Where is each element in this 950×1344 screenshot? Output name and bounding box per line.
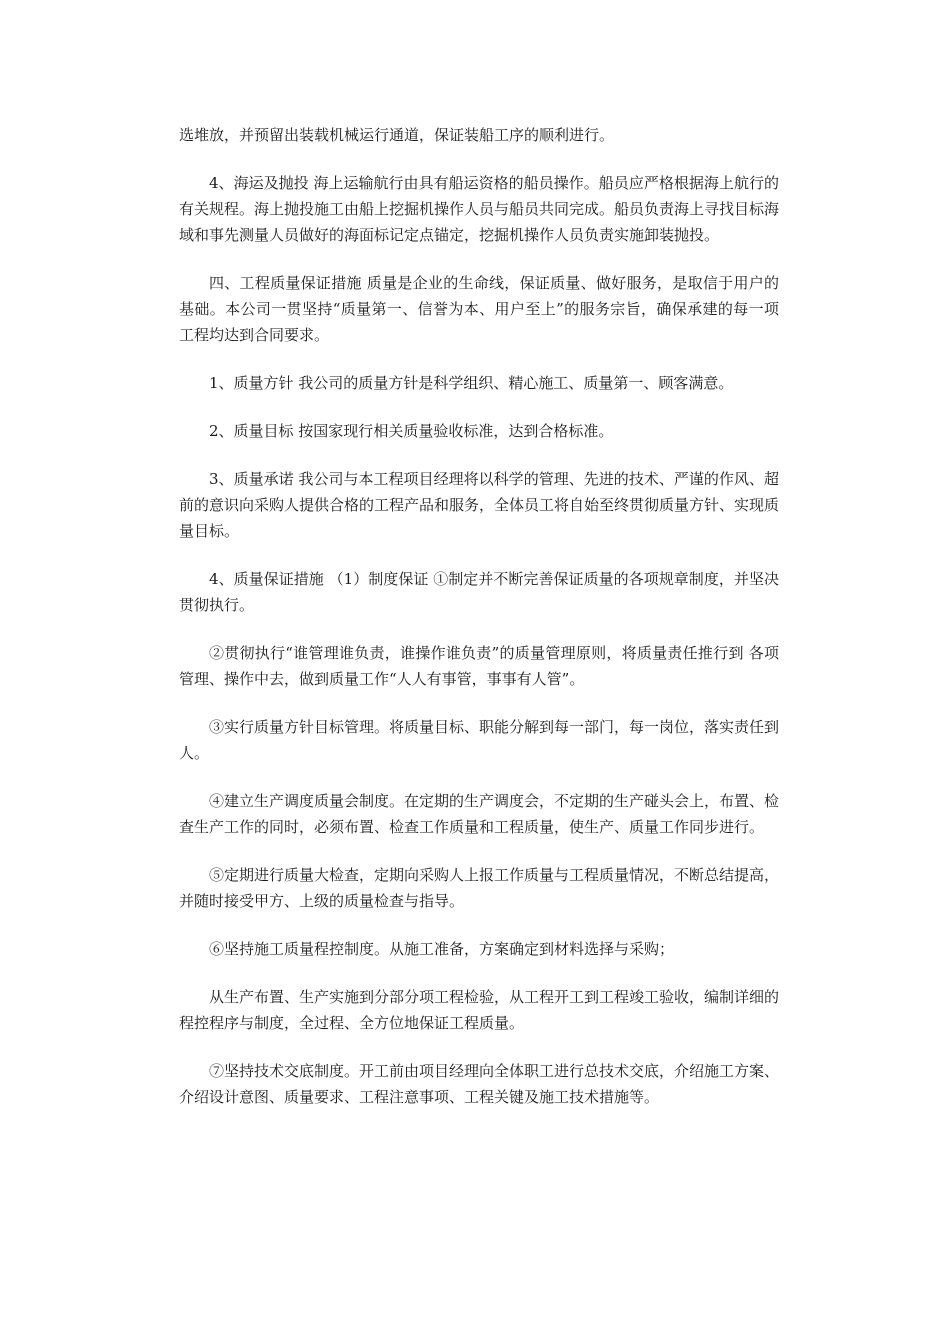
paragraph-6: 3、质量承诺 我公司与本工程项目经理将以科学的管理、先进的技术、严谨的作风、超前的意识向采购人提供合格的工程产品和服务，全体员工将自始至终贯彻质量方针、实现质量目标。 [179, 470, 780, 540]
paragraph-8: ②贯彻执行“谁管理谁负责，谁操作谁负责”的质量管理原则，将质量责任推行到 各项管理、操作中去，做到质量工作“人人有事管，事事有人管”。 [179, 644, 779, 688]
paragraph-2: 4、海运及抛投 海上运输航行由具有船运资格的船员操作。船员应严格根据海上航行的有关规程。海上抛投施工由船上挖掘机操作人员与船员共同完成。船员负责海上寻找目标海域和事先测量人员做好的海面标记定点锚定，挖掘机操作人员负责实施卸装抛投。 [179, 174, 780, 244]
paragraph-11: ⑤定期进行质量大检查，定期向采购人上报工作质量与工程质量情况，不断总结提高，并随时接受甲方、上级的质量检查与指导。 [179, 866, 780, 910]
paragraph-9: ③实行质量方针目标管理。将质量目标、职能分解到每一部门，每一岗位，落实责任到人。 [179, 718, 780, 762]
paragraph-3: 四、工程质量保证措施 质量是企业的生命线，保证质量、做好服务，是取信于用户的基础。本公司一贯坚持“质量第一、信誉为本、用户至上”的服务宗旨，确保承建的每一项工程均达到合同要求。 [179, 274, 779, 344]
paragraph-13: 从生产布置、生产实施到分部分项工程检验，从工程开工到工程竣工验收，编制详细的程控程序与制度，全过程、全方位地保证工程质量。 [179, 988, 780, 1032]
paragraph-5: 2、质量目标 按国家现行相关质量验收标准，达到合格标准。 [209, 422, 614, 440]
paragraph-7: 4、质量保证措施 （1）制度保证 ①制定并不断完善保证质量的各项规章制度，并坚决贯彻执行。 [179, 570, 779, 614]
paragraph-12: ⑥坚持施工质量程控制度。从施工准备，方案确定到材料选择与采购； [209, 940, 675, 958]
paragraph-4: 1、质量方针 我公司的质量方针是科学组织、精心施工、质量第一、顾客满意。 [209, 374, 734, 392]
paragraph-14: ⑦坚持技术交底制度。开工前由项目经理向全体职工进行总技术交底，介绍施工方案、介绍设计意图、质量要求、工程注意事项、工程关键及施工技术措施等。 [179, 1062, 780, 1106]
document-body [179, 122, 779, 1132]
paragraph-1: 选堆放，并预留出装载机械运行通道，保证装船工序的顺利进行。 [179, 126, 615, 144]
paragraph-10: ④建立生产调度质量会制度。在定期的生产调度会，不定期的生产碰头会上，布置、检查生产工作的同时，必须布置、检查工作质量和工程质量，使生产、质量工作同步进行。 [179, 792, 780, 836]
